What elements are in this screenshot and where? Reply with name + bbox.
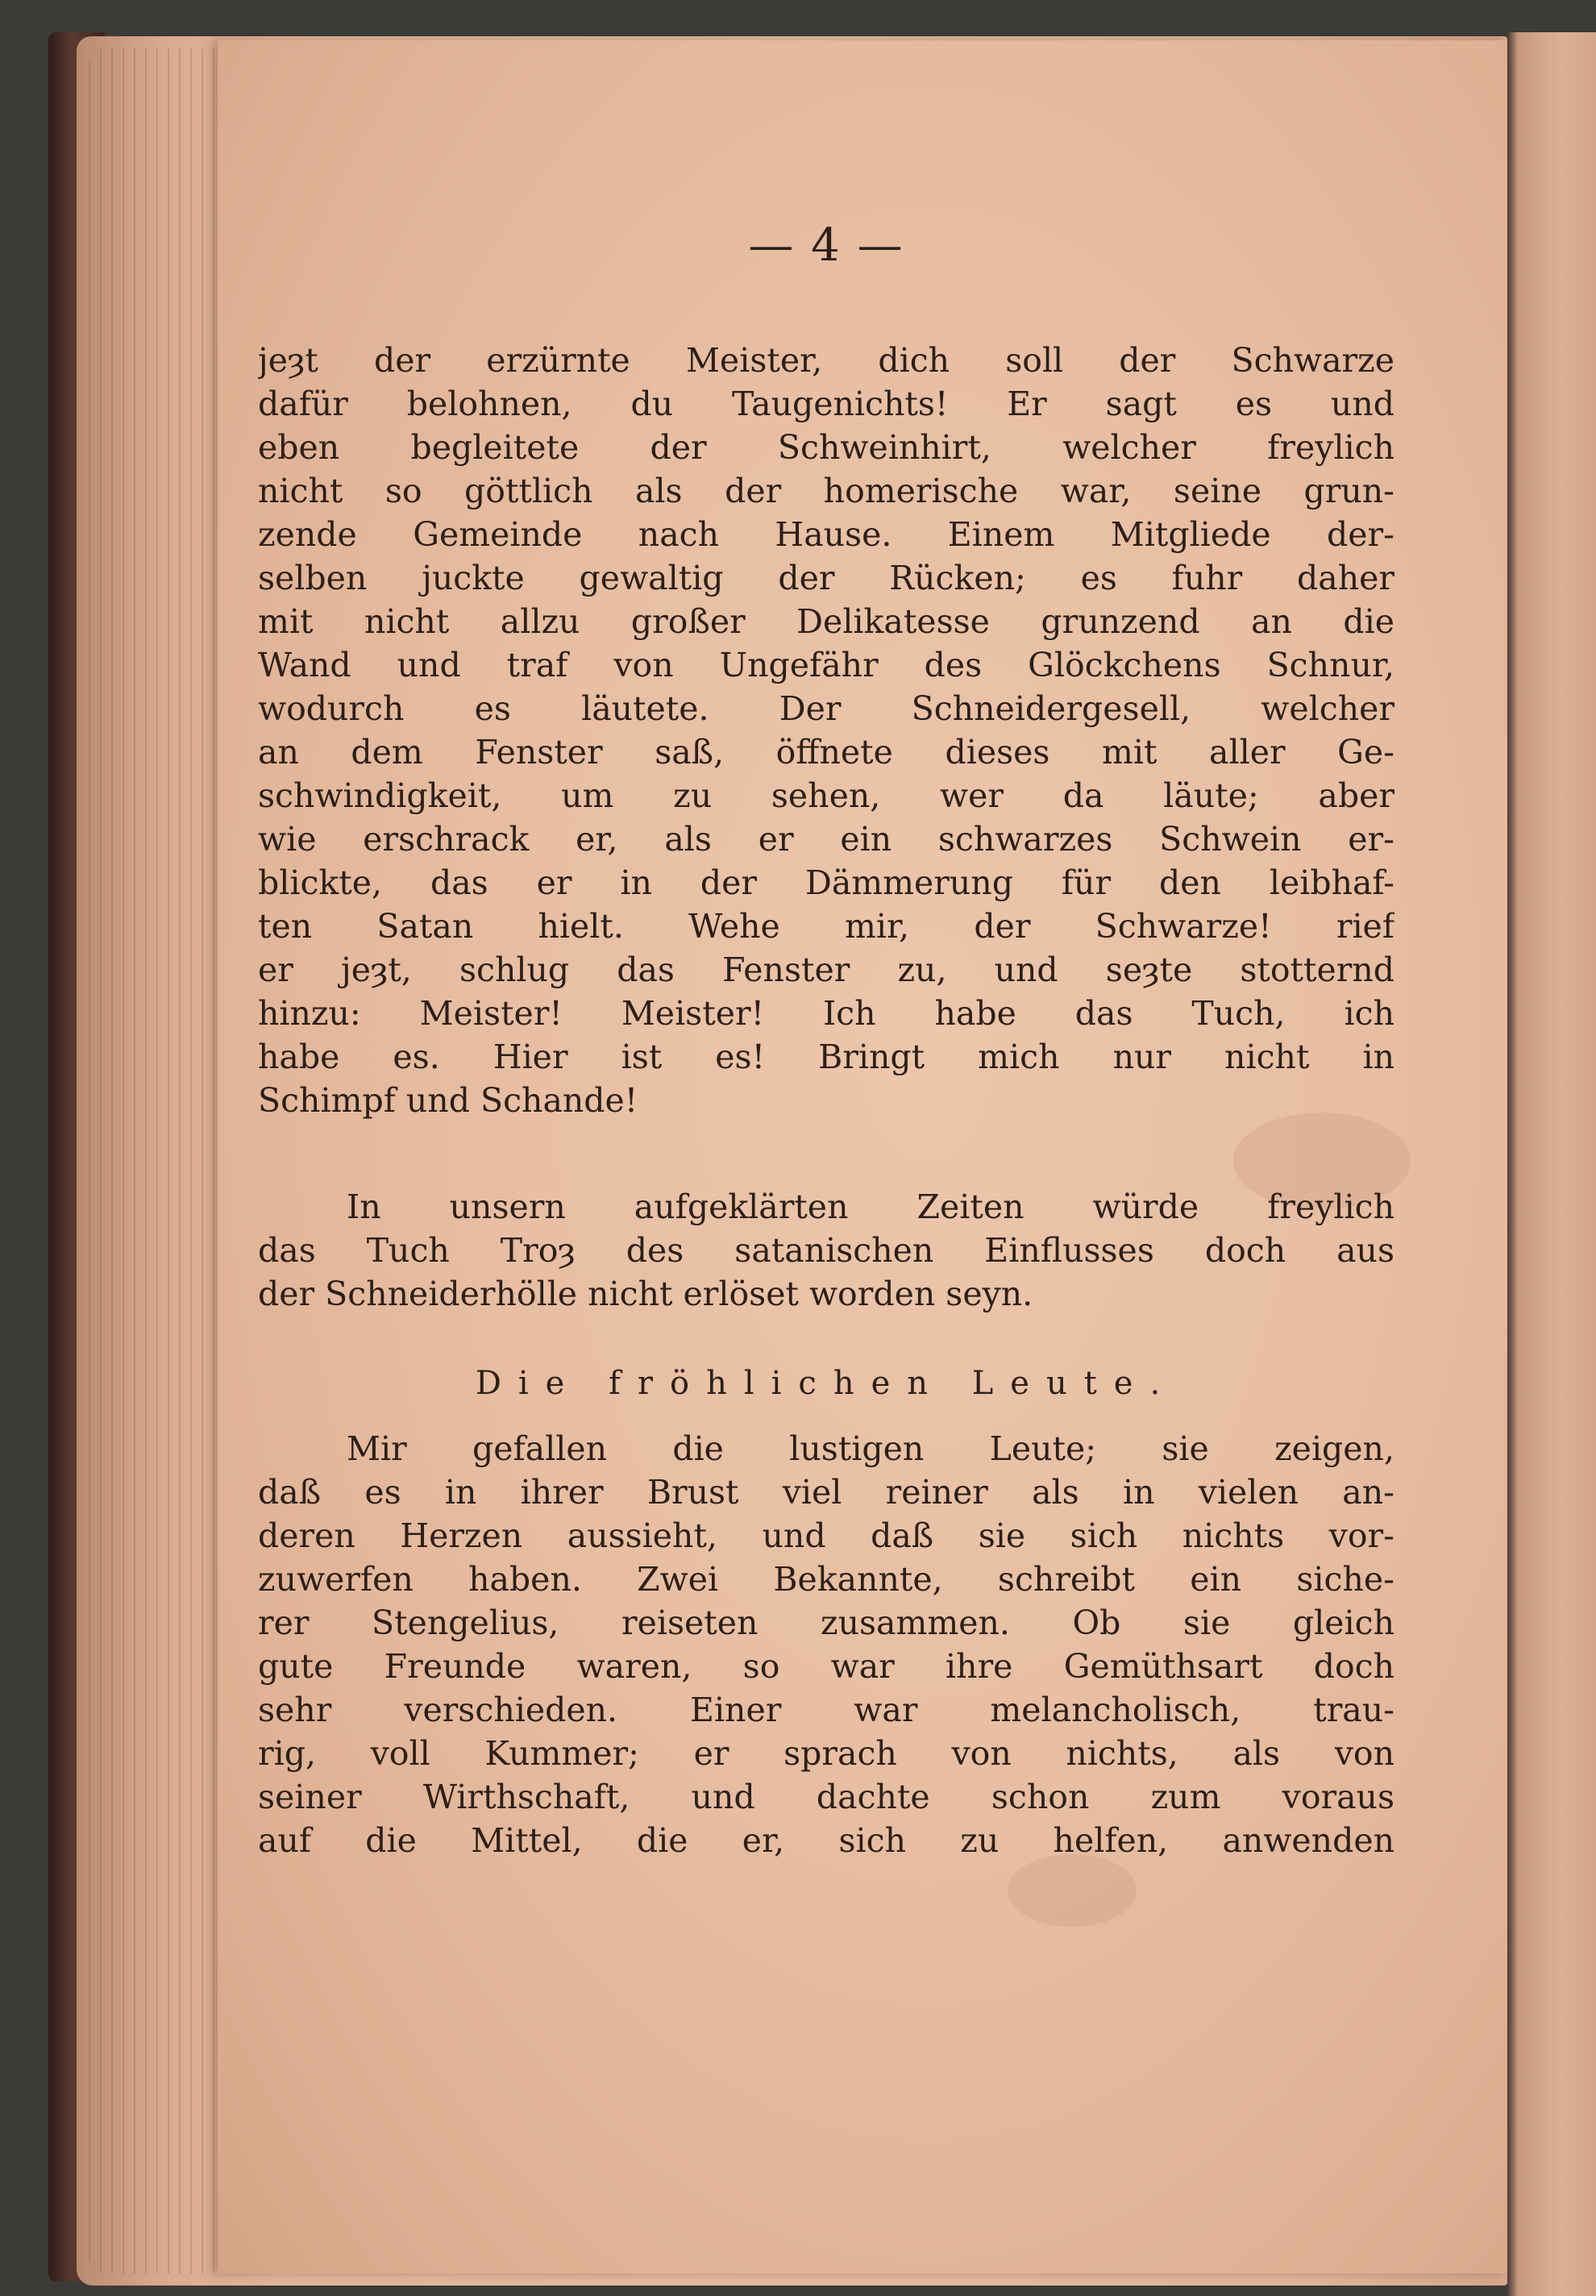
text-line: daß es in ihrer Brust viel reiner als in vielen an- <box>258 1473 1394 1512</box>
text-line: das Tuch Troȝ des satanischen Einflusses doch aus <box>258 1231 1394 1270</box>
text-line: wie erschrack er, als er ein schwarzes Schwein er- <box>258 820 1394 859</box>
text-line: Mir gefallen die lustigen Leute; sie zeigen, <box>347 1429 1394 1468</box>
text-line: mit nicht allzu großer Delikatesse grunzend an die <box>258 602 1394 641</box>
text-line: eben begleitete der Schweinhirt, welcher freylich <box>258 428 1394 467</box>
text-line: auf die Mittel, die er, sich zu helfen, anwenden <box>258 1821 1394 1860</box>
text-line: dafür belohnen, du Taugenichts! Er sagt es und <box>258 385 1394 423</box>
page-edges <box>89 48 218 2273</box>
text-line: der Schneiderhölle nicht erlöset worden seyn. <box>258 1275 1033 1313</box>
text-line: selben juckte gewaltig der Rücken; es fuhr daher <box>258 559 1394 597</box>
text-line: seiner Wirthschaft, und dachte schon zum voraus <box>258 1778 1394 1816</box>
page-number: — 4 — <box>748 219 904 272</box>
text-line: gute Freunde waren, so war ihre Gemüthsart doch <box>258 1647 1394 1686</box>
text-line: ten Satan hielt. Wehe mir, der Schwarze! rief <box>258 907 1394 946</box>
text-line: wodurch es läutete. Der Schneidergesell, welcher <box>258 689 1394 728</box>
text-line: schwindigkeit, um zu sehen, wer da läute; aber <box>258 776 1394 815</box>
text-line: rig, voll Kummer; er sprach von nichts, als von <box>258 1734 1394 1773</box>
text-line: er jeȝt, schlug das Fenster zu, und seȝte stotternd <box>258 950 1394 989</box>
text-line: blickte, das er in der Dämmerung für den leibhaf- <box>258 863 1394 902</box>
text-line: zende Gemeinde nach Hause. Einem Mitgliede der- <box>258 515 1394 554</box>
text-line: Wand und traf von Ungefähr des Glöckchens Schnur, <box>258 646 1394 684</box>
text-line: Schimpf und Schande! <box>258 1081 638 1120</box>
facing-page-edge <box>1507 32 1596 2296</box>
text-line: rer Stengelius, reiseten zusammen. Ob sie gleich <box>258 1603 1394 1642</box>
text-line: sehr verschieden. Einer war melancholisch, trau- <box>258 1691 1394 1729</box>
text-line: zuwerfen haben. Zwei Bekannte, schreibt ein siche- <box>258 1560 1394 1599</box>
text-line: nicht so göttlich als der homerische war, seine grun- <box>258 472 1394 510</box>
text-line: hinzu: Meister! Meister! Ich habe das Tuch, ich <box>258 994 1394 1033</box>
text-line: habe es. Hier ist es! Bringt mich nur nicht in <box>258 1038 1394 1076</box>
section-heading: Die fröhlichen Leute. <box>475 1365 1178 1402</box>
text-line: an dem Fenster saß, öffnete dieses mit aller Ge- <box>258 733 1394 772</box>
text-line: deren Herzen aussieht, und daß sie sich nichts vor- <box>258 1516 1394 1555</box>
text-line: In unsern aufgeklärten Zeiten würde freylich <box>347 1188 1394 1226</box>
text-line: jeȝt der erzürnte Meister, dich soll der Schwarze <box>258 341 1394 380</box>
